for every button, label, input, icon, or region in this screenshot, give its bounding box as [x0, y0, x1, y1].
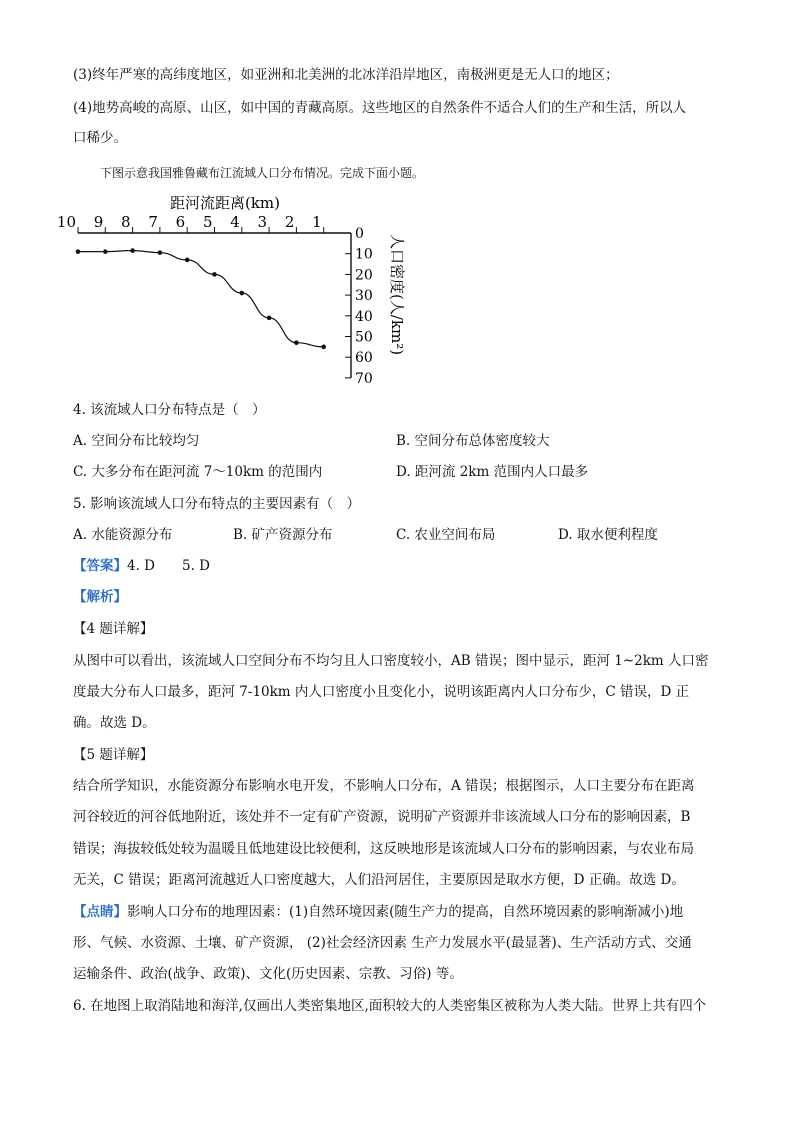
analysis-tag-label: 【解析】	[73, 589, 127, 605]
data-point	[76, 249, 81, 254]
series-line	[78, 251, 324, 347]
intro-line-1: (3)终年严寒的高纬度地区，如亚洲和北美洲的北冰洋沿岸地区，南极洲更是无人口的地区；	[73, 67, 619, 83]
tip-line-2: 形、气候、水资源、土壤、矿产资源， (2)社会经济因素 生产力发展水平(最显著)、生产活动方式、交通	[73, 935, 692, 951]
y-tick-label: 60	[355, 350, 373, 367]
answer-text: 4. D 5. D	[127, 558, 210, 574]
tip-line-3: 运输条件、政治(战争、政策)、文化(历史因素、宗教、习俗) 等。	[73, 966, 463, 982]
y-tick-label: 10	[355, 246, 373, 263]
q4-option-d: D. 距河流 2km 范围内人口最多	[396, 464, 589, 480]
q5-option-d: D. 取水便利程度	[558, 527, 658, 543]
answer-line	[73, 556, 210, 576]
d5-tag: 【5 题详解】	[73, 747, 154, 763]
data-point	[103, 249, 108, 254]
tip-line-1	[73, 902, 683, 922]
data-point	[240, 291, 245, 296]
x-tick-label: 7	[148, 213, 158, 231]
d4-line-3: 确。故选 D。	[73, 715, 156, 731]
d4-line-1: 从图中可以看出，该流域人口空间分布不均匀且人口密度较小，AB 错误；图中显示，距河 1~2km 人口密	[73, 653, 709, 669]
q5-option-b: B. 矿产资源分布	[233, 527, 333, 543]
d5-line-1: 结合所学知识，水能资源分布影响水电开发，不影响人口分布，A 错误；根据图示，人口主要分布在距离	[73, 778, 695, 794]
answer-tag: 【答案】	[73, 558, 127, 574]
data-point	[158, 250, 163, 255]
data-point	[321, 345, 326, 350]
x-tick-label: 6	[175, 213, 186, 231]
x-tick-label: 9	[93, 213, 104, 231]
q4-option-a: A. 空间分布比较均匀	[73, 433, 200, 449]
q4-stem: 4. 该流域人口分布特点是（ ）	[73, 402, 266, 418]
y-tick-label: 20	[355, 267, 373, 284]
data-point	[267, 316, 272, 321]
y-axis-label: 人口密度(人/km²)	[388, 234, 406, 356]
tip-text-1: 影响人口分布的地理因素：(1)自然环境因素(随生产力的提高，自然环境因素的影响渐减小)地	[127, 904, 684, 920]
y-tick-label: 30	[355, 288, 373, 305]
q5-option-c: C. 农业空间布局	[396, 527, 496, 543]
d5-line-4: 无关，C 错误；距离河流越近人口密度越大，人们沿河居住，主要原因是取水方便，D 正确。故选 D。	[73, 872, 685, 888]
x-tick-label: 10	[56, 213, 76, 231]
x-tick-label: 2	[284, 213, 295, 231]
y-tick-label: 40	[355, 308, 373, 325]
q5-stem: 5. 影响该流域人口分布特点的主要因素有（ ）	[73, 496, 361, 512]
x-tick-label: 4	[230, 213, 240, 231]
y-tick-label: 70	[355, 370, 373, 387]
q5-option-a: A. 水能资源分布	[73, 527, 173, 543]
data-point	[185, 258, 190, 263]
intro-line-2: (4)地势高峻的高原、山区，如中国的青藏高原。这些地区的自然条件不适合人们的生产和生活，所以人	[73, 100, 687, 116]
y-tick-label: 0	[355, 226, 364, 242]
y-tick-label: 50	[355, 329, 373, 346]
data-point	[130, 248, 135, 253]
d5-line-2: 河谷较近的河谷低地附近，该处并不一定有矿产资源，说明矿产资源并非该流域人口分布的影响因素，B	[73, 809, 691, 825]
d4-line-2: 度最大分布人口最多，距河 7-10km 内人口密度小且变化小，说明该距离内人口分布少，C 错误，D 正	[73, 684, 690, 700]
d5-line-3: 错误；海拔较低处较为温暖且低地建设比较便利，这反映地形是该流域人口分布的影响因素，与农业布局	[73, 841, 694, 857]
x-tick-label: 3	[257, 213, 268, 231]
analysis-tag	[73, 587, 127, 607]
x-tick-label: 1	[312, 213, 322, 231]
x-tick-label: 8	[121, 213, 131, 231]
intro-line-3: 口稀少。	[73, 130, 127, 146]
q4-option-b: B. 空间分布总体密度较大	[396, 433, 550, 449]
chart-title: 距河流距离(km)	[169, 194, 281, 212]
tip-tag: 【点睛】	[73, 904, 127, 920]
data-point	[294, 340, 299, 345]
population-chart	[56, 186, 430, 387]
q4-option-c: C. 大多分布在距河流 7～10km 的范围内	[73, 464, 323, 480]
data-point	[212, 272, 217, 277]
q6-line-1: 6. 在地图上取消陆地和海洋,仅画出人类密集地区,面积较大的人类密集区被称为人类大陆。世界上共有四个	[73, 998, 707, 1014]
x-tick-label: 5	[202, 213, 213, 231]
d4-tag: 【4 题详解】	[73, 621, 154, 637]
figure-caption: 下图示意我国雅鲁藏布江流域人口分布情况。完成下面小题。	[100, 166, 425, 180]
